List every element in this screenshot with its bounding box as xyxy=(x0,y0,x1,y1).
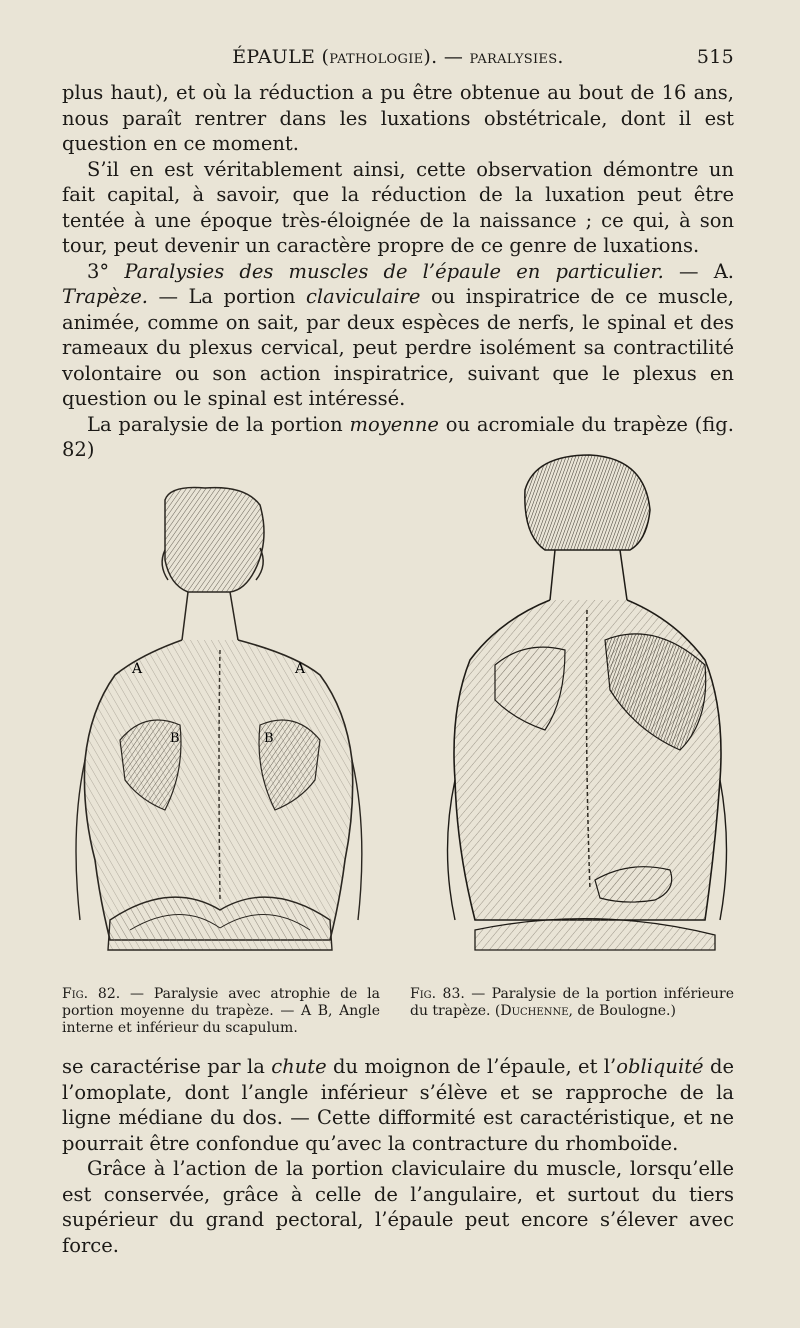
figure-83-drawing xyxy=(415,450,735,970)
running-head xyxy=(62,46,734,72)
paragraph-3-text-b: ou inspiratrice de ce muscle, animée, comme on sait, par deux espèces de nerfs, le spinal et des rameaux du plexus cervical, peut perdre isolément sa contractilité volontaire ou son action inspiratrice, suivant que le plexus en question ou le spinal est intéressé. xyxy=(62,285,734,410)
figure-83-illustration xyxy=(415,450,735,970)
paragraph-3-text-a: — La portion xyxy=(148,285,306,308)
page-number: 515 xyxy=(696,46,734,68)
figure-82-illustration xyxy=(70,480,370,980)
paragraph-5-text-b: du moignon de l’épaule, et l’ xyxy=(326,1055,617,1078)
paragraph-6: Grâce à l’action de la portion claviculaire du muscle, lorsqu’elle est conservée, grâce à celle de l’angulaire, et surtout du tiers supérieur du grand pectoral, l’épaule peut encore s’élever avec force. xyxy=(62,1157,734,1257)
paragraph-5 xyxy=(62,1054,734,1156)
paragraph-1: plus haut), et où la réduction a pu être obtenue au bout de 16 ans, nous paraît rentrer dans les luxations obstétricale, dont il est question en ce moment. xyxy=(62,81,734,155)
paragraph-4-text-b: ou acromiale du trapèze (fig. 82) xyxy=(62,412,734,461)
paragraph-3 xyxy=(62,259,734,412)
figure-83-caption xyxy=(410,986,734,1020)
running-title-dash: — xyxy=(437,46,470,68)
figure-82-drawing xyxy=(70,480,370,980)
paragraph-2: S’il en est véritablement ainsi, cette observation démontre un fait capital, à savoir, que la réduction de la luxation peut être tentée à une époque très-éloignée de la naissance ; ce qui, à son tour, peut devenir un caractère propre de ce genre de luxations. xyxy=(62,157,734,257)
term-obliquite: obliquité xyxy=(616,1055,704,1078)
marker-a-left: A xyxy=(132,661,143,677)
figures-area xyxy=(70,440,740,980)
figure-82-label: Fig. 82. xyxy=(62,986,121,1002)
figure-82-caption-text: — Paralysie avec atrophie de la portion moyenne du trapèze. — A B, Angle interne et inférieur du scapulum. xyxy=(62,986,380,1036)
body-text-bottom xyxy=(62,1054,734,1258)
figure-83-caption-end: , de Boulogne.) xyxy=(568,1003,676,1019)
figure-82-caption xyxy=(62,986,380,1037)
section-dash: — A. xyxy=(663,259,734,283)
section-number: 3° xyxy=(87,259,110,283)
marker-a-right: A xyxy=(295,661,306,677)
paragraph-5-text-a: se caractérise par la xyxy=(62,1055,272,1078)
section-title: Paralysies des muscles de l’épaule en particulier. xyxy=(124,259,664,283)
marker-b-left: B xyxy=(170,731,180,746)
muscle-name: Trapèze. xyxy=(62,285,148,308)
running-title-main: ÉPAULE xyxy=(232,46,316,68)
figure-83-label: Fig. 83. xyxy=(410,986,465,1002)
term-claviculaire: claviculaire xyxy=(305,285,421,308)
running-title xyxy=(62,46,734,68)
marker-b-right: B xyxy=(264,731,274,746)
paragraph-5-text-c: de l’omoplate, dont l’angle inférieur s’élève et se rapproche de la ligne médiane du dos. — Cette difformité est caractéristique, et ne pourrait être confondue qu’avec la contracture du rhomboïde. xyxy=(62,1055,734,1155)
paragraph-4-text-a: La paralysie de la portion xyxy=(87,412,350,436)
figure-83-caption-text: — Paralysie de la portion inférieure du trapèze. ( xyxy=(410,986,734,1019)
running-title-section: paralysies. xyxy=(469,46,564,68)
term-moyenne: moyenne xyxy=(349,412,439,436)
figure-83-author: Duchenne xyxy=(500,1003,569,1019)
term-chute: chute xyxy=(271,1055,327,1078)
running-title-paren: (pathologie). xyxy=(321,46,438,68)
body-text-top xyxy=(62,80,734,463)
